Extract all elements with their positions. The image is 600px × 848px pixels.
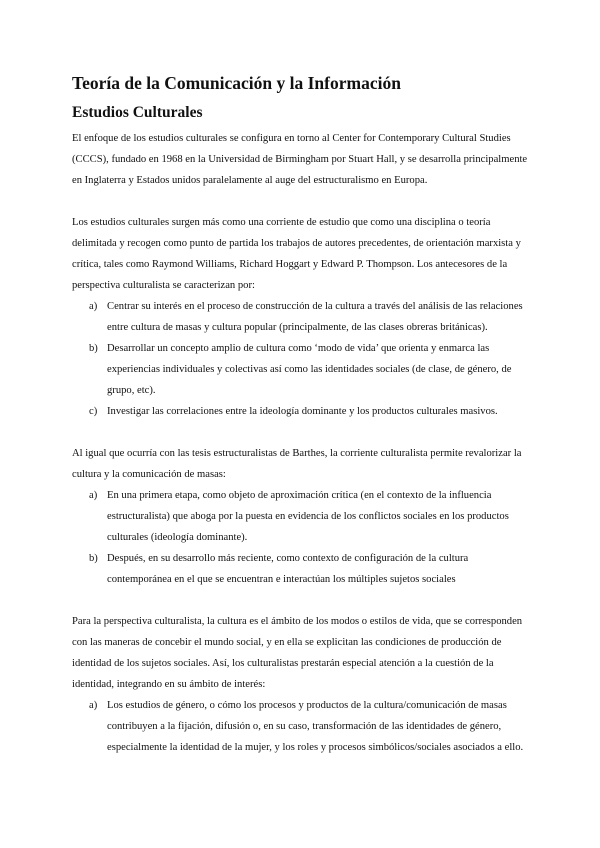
list-revalorization xyxy=(72,485,532,590)
list-item xyxy=(72,338,532,401)
list-marker: b) xyxy=(89,343,98,354)
paragraph-identity: Para la perspectiva culturalista, la cultura es el ámbito de los modos o estilos de vida, que se corresponden con las maneras de concebir el mundo social, y en ella se explicitan las condiciones de producción de identidad de los sujetos sociales. Así, los culturalistas prestarán especial atención a la cuestión de la identidad, integrando en su ámbito de interés: xyxy=(72,616,523,690)
section-title: Estudios Culturales xyxy=(72,104,203,121)
list-item-text: Investigar las correlaciones entre la ideología dominante y los productos culturales masivos. xyxy=(107,406,498,417)
list-item xyxy=(72,695,532,758)
list-marker: a) xyxy=(89,301,98,312)
list-item xyxy=(72,485,532,548)
document-title: Teoría de la Comunicación y la Información xyxy=(72,73,401,93)
paragraph-intro: El enfoque de los estudios culturales se configura en torno al Center for Contemporary Cultural Studies (CCCS), fundado en 1968 en la Universidad de Birmingham por Stuart Hall, y se desarrolla principalmente en Inglaterra y Estados unidos paralelamente al auge del estructuralismo en Europa. xyxy=(72,133,528,186)
list-marker: a) xyxy=(89,490,98,501)
list-item-text: Después, en su desarrollo más reciente, como contexto de configuración de la cultura contemporánea en el que se encuentran e interactúan los múltiples sujetos sociales xyxy=(107,553,469,585)
list-item xyxy=(72,548,532,590)
list-item xyxy=(72,401,532,422)
list-antecedents xyxy=(72,296,532,422)
paragraph-spacer xyxy=(72,590,532,611)
list-item xyxy=(72,296,532,338)
list-identity xyxy=(72,695,532,758)
list-item-text: En una primera etapa, como objeto de aproximación crítica (en el contexto de la influencia estructuralista) que aboga por la puesta en evidencia de los conflictos sociales en los productos culturales (ideología dominante). xyxy=(107,490,509,543)
paragraph-spacer xyxy=(72,191,532,212)
paragraph-origins: Los estudios culturales surgen más como una corriente de estudio que como una disciplina o teoría delimitada y recogen como punto de partida los trabajos de autores precedentes, de orientación marxista y crítica, tales como Raymond Williams, Richard Hoggart y Edward P. Thompson. Los antecesores de la perspectiva culturalista se caracterizan por: xyxy=(72,217,521,291)
list-item-text: Desarrollar un concepto amplio de cultura como ‘modo de vida’ que orienta y enmarca las experiencias individuales y colectivas así como las identidades sociales (de clase, de género, de grupo, etc). xyxy=(107,343,512,396)
list-item-text: Los estudios de género, o cómo los procesos y productos de la cultura/comunicación de masas contribuyen a la fijación, difusión o, en su caso, transformación de las identidades de género, especialmente la identidad de la mujer, y los roles y procesos simbólicos/sociales asociados a ello. xyxy=(107,700,524,753)
document-page xyxy=(72,70,532,758)
paragraph-barthes: Al igual que ocurría con las tesis estructuralistas de Barthes, la corriente culturalista permite revalorizar la cultura y la comunicación de masas: xyxy=(72,448,522,480)
list-item-text: Centrar su interés en el proceso de construcción de la cultura a través del análisis de las relaciones entre cultura de masas y cultura popular (principalmente, de las clases obreras británicas). xyxy=(107,301,523,333)
list-marker: c) xyxy=(89,406,98,417)
list-marker: a) xyxy=(89,700,98,711)
list-marker: b) xyxy=(89,553,98,564)
paragraph-spacer xyxy=(72,422,532,443)
